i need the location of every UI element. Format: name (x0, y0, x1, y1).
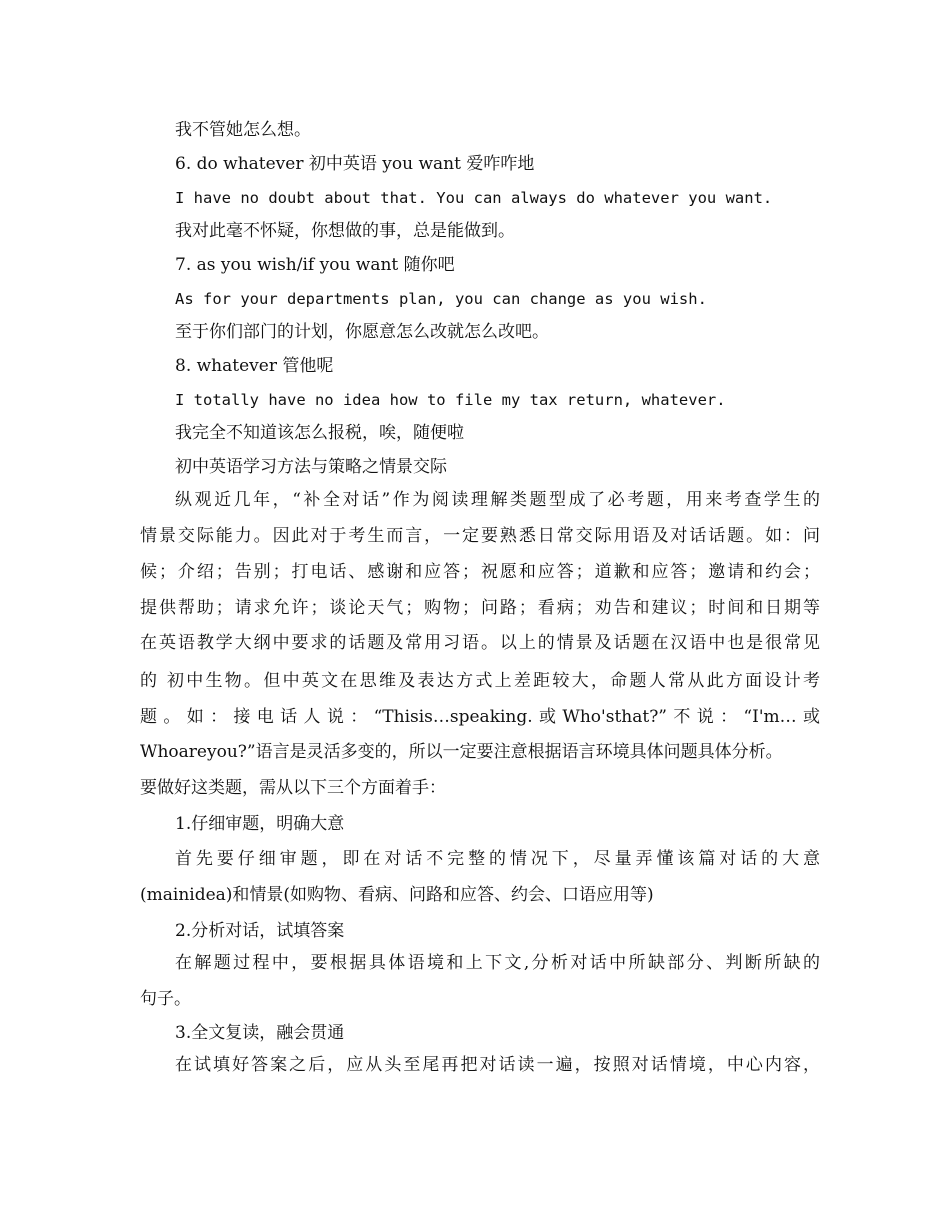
text-line: 6. do whatever 初中英语 you want 爱咋咋地 (175, 154, 535, 174)
step-1-title: 1.仔细审题，明确大意 (175, 814, 345, 834)
paragraph-line: 在解题过程中，要根据具体语境和上下文,分析对话中所缺部分、判断所缺的 (175, 953, 820, 973)
text-line: 8. whatever 管他呢 (175, 356, 334, 376)
text-line: I have no doubt about that. You can always do whatever you want. (175, 189, 773, 207)
paragraph-line: Whoareyou?”语言是灵活多变的，所以一定要注意根据语言环境具体问题具体分析。 (140, 742, 783, 762)
paragraph-line: 情景交际能力。因此对于考生而言，一定要熟悉日常交际用语及对话话题。如：问 (140, 526, 820, 546)
paragraph-line: 候；介绍；告别；打电话、感谢和应答；祝愿和应答；道歉和应答；邀请和约会； (140, 562, 820, 582)
text-line: As for your departments plan, you can change as you wish. (175, 290, 707, 308)
paragraph-line: 纵观近几年，“补全对话”作为阅读理解类题型成了必考题，用来考查学生的 (175, 490, 820, 510)
paragraph-line: 的 初中生物。但中英文在思维及表达方式上差距较大，命题人常从此方面设计考 (140, 671, 820, 691)
paragraph-line: 要做好这类题，需从以下三个方面着手： (140, 778, 446, 798)
paragraph-line: 在英语教学大纲中要求的话题及常用习语。以上的情景及话题在汉语中也是很常见 (140, 633, 820, 653)
paragraph-line: (mainidea)和情景(如购物、看病、问路和应答、约会、口语应用等) (140, 885, 654, 905)
text-line: I totally have no idea how to file my tax return, whatever. (175, 391, 726, 409)
text-line: 7. as you wish/if you want 随你吧 (175, 255, 455, 275)
paragraph-line: 提供帮助；请求允许；谈论天气；购物；问路；看病；劝告和建议；时间和日期等 (140, 598, 820, 618)
text-line: 我不管她怎么想。 (175, 120, 311, 140)
text-line: 我完全不知道该怎么报税，唉，随便啦 (175, 423, 464, 443)
paragraph-line: 在试填好答案之后，应从头至尾再把对话读一遍，按照对话情境，中心内容， (175, 1055, 820, 1075)
paragraph-line: 题。如：接电话人说：“Thisis…speaking.或Who'sthat?”不说：“I'm…或 (140, 707, 820, 727)
text-line: 我对此毫不怀疑，你想做的事，总是能做到。 (175, 221, 515, 241)
step-3-title: 3.全文复读，融会贯通 (175, 1023, 345, 1043)
section-heading: 初中英语学习方法与策略之情景交际 (175, 457, 447, 477)
paragraph-line: 句子。 (140, 989, 191, 1009)
paragraph-line: 首先要仔细审题，即在对话不完整的情况下，尽量弄懂该篇对话的大意 (175, 849, 820, 869)
text-line: 至于你们部门的计划，你愿意怎么改就怎么改吧。 (175, 322, 549, 342)
step-2-title: 2.分析对话，试填答案 (175, 921, 345, 941)
